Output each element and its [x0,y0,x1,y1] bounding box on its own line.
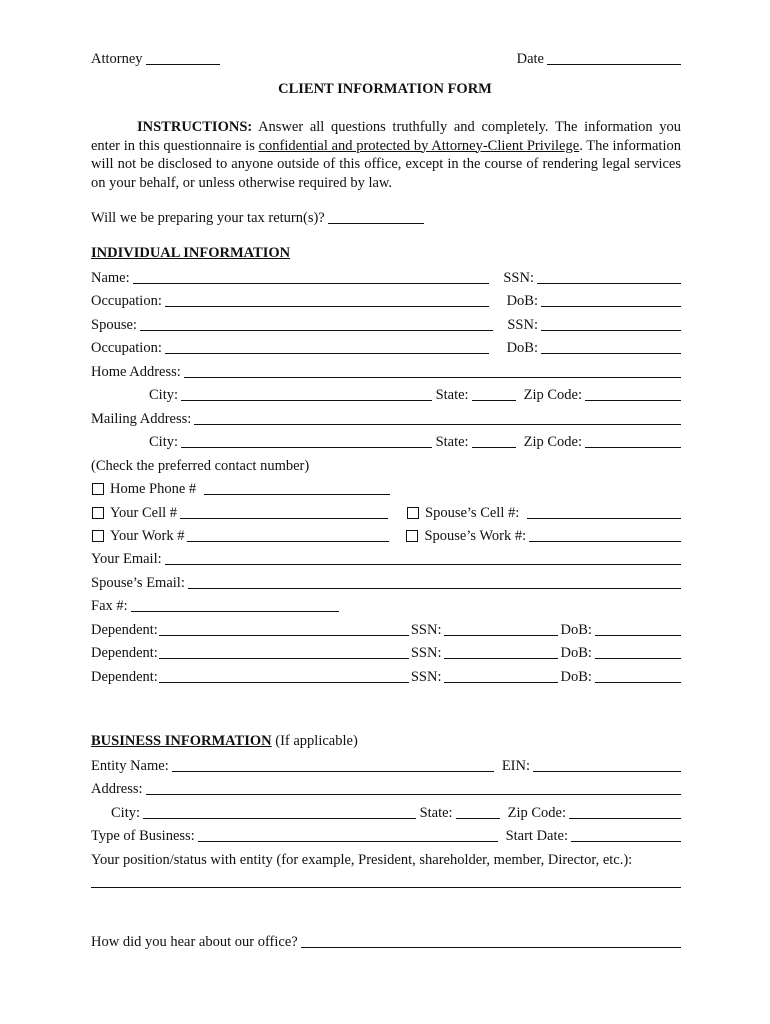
date-label: Date [516,51,544,67]
instructions-label: INSTRUCTIONS: [137,119,253,135]
mailing-city-label: City: [149,434,179,450]
name-label: Name: [91,270,130,286]
fax-field[interactable] [131,597,339,612]
spouse-email-label: Spouse’s Email: [91,575,185,591]
cell-row [91,500,681,522]
start-date-field[interactable] [571,827,681,842]
home-state-field[interactable] [472,386,516,401]
tax-question-field[interactable] [328,209,424,224]
home-city-label: City: [149,387,179,403]
tax-question-row [91,205,681,227]
start-date-label: Start Date: [505,828,568,844]
instructions-text-1: Answer all questions truthfully and completely. The information you enter in this questionnaire is [91,119,681,154]
entity-row [91,753,681,775]
business-state-field[interactable] [456,804,500,819]
business-address-row [91,776,681,798]
your-cell-label: Your Cell # [110,505,178,521]
mailing-zip-label: Zip Code: [523,434,582,450]
home-address-row [91,359,681,381]
occupation-field[interactable] [165,292,489,307]
dependent-dob-label: DoB: [560,622,592,638]
referral-label: How did you hear about our office? [91,934,298,950]
instructions-underlined: confidential and protected by Attorney-Client Privilege [258,137,580,154]
home-city-field[interactable] [181,386,432,401]
position-row [91,847,681,869]
contact-note-row [91,453,681,475]
business-type-field[interactable] [198,827,498,842]
position-label: Your position/status with entity (for example, President, shareholder, member, Director, etc.): [91,852,633,868]
business-address-label: Address: [91,781,143,797]
mailing-state-field[interactable] [472,433,516,448]
spouse-field[interactable] [140,316,493,331]
spouse-cell-field[interactable] [527,504,681,519]
dependent-field[interactable] [159,644,409,659]
dependent-dob-field[interactable] [595,644,681,659]
dependent-row [91,664,681,686]
business-city-field[interactable] [143,804,416,819]
mailing-state-label: State: [435,434,469,450]
spouse-label: Spouse: [91,317,137,333]
referral-row [91,929,681,951]
header-row [91,46,681,68]
home-zip-field[interactable] [585,386,681,401]
dependent-ssn-field[interactable] [444,644,558,659]
business-heading [91,732,358,750]
spouse-ssn-label: SSN: [507,317,538,333]
dob-field[interactable] [541,292,681,307]
mailing-address-row [91,406,681,428]
spouse-occupation-label: Occupation: [91,340,162,356]
ssn-field[interactable] [537,269,681,284]
dependent-ssn-label: SSN: [410,622,442,638]
home-zip-label: Zip Code: [523,387,582,403]
your-cell-checkbox[interactable] [92,507,104,519]
your-work-checkbox[interactable] [92,530,104,542]
home-state-label: State: [435,387,469,403]
business-type-label: Type of Business: [91,828,195,844]
mailing-city-row [91,429,681,451]
home-phone-checkbox[interactable] [92,483,104,495]
business-zip-label: Zip Code: [507,805,566,821]
dependent-label: Dependent: [91,645,158,661]
business-heading-note: (If applicable) [271,733,358,749]
home-city-row [91,382,681,404]
your-email-label: Your Email: [91,551,162,567]
spouse-cell-label: Spouse’s Cell #: [425,505,520,521]
your-email-row [91,546,681,568]
business-address-field[interactable] [146,780,681,795]
spouse-email-field[interactable] [188,574,681,589]
spouse-work-field[interactable] [529,527,681,542]
spouse-ssn-field[interactable] [541,316,681,331]
dependent-dob-label: DoB: [560,669,592,685]
dependent-field[interactable] [159,668,409,683]
dependent-dob-label: DoB: [560,645,592,661]
dependent-ssn-field[interactable] [444,621,558,636]
entity-name-field[interactable] [172,757,494,772]
dependent-field[interactable] [159,621,409,636]
position-field[interactable] [91,886,681,888]
business-zip-field[interactable] [569,804,681,819]
fax-row [91,593,681,615]
spouse-dob-label: DoB: [506,340,538,356]
business-city-label: City: [111,805,141,821]
business-state-label: State: [419,805,453,821]
spouse-cell-checkbox[interactable] [407,507,419,519]
spouse-occupation-field[interactable] [165,339,489,354]
mailing-address-label: Mailing Address: [91,411,192,427]
mailing-city-field[interactable] [181,433,432,448]
entity-name-label: Entity Name: [91,758,169,774]
business-type-row [91,823,681,845]
dependent-dob-field[interactable] [595,668,681,683]
home-phone-label: Home Phone # [110,481,197,497]
ssn-label: SSN: [503,270,534,286]
dependent-label: Dependent: [91,669,158,685]
spouse-work-label: Spouse’s Work #: [424,528,527,544]
instructions-paragraph [91,118,681,192]
individual-heading: INDIVIDUAL INFORMATION [91,245,291,261]
spouse-dob-field[interactable] [541,339,681,354]
your-cell-field[interactable] [180,504,388,519]
ein-label: EIN: [501,758,530,774]
business-city-row [91,800,681,822]
attorney-label: Attorney [91,51,143,67]
tax-question-label: Will we be preparing your tax return(s)? [91,210,325,226]
home-phone-row [91,476,681,498]
dependent-dob-field[interactable] [595,621,681,636]
form-title: CLIENT INFORMATION FORM [278,81,492,97]
instructions-text-2: . The information will not be disclosed to anyone outside of this office, except in the course of rendering legal services on your behalf, or unless otherwise required by law. [91,137,681,191]
dob-label: DoB: [506,293,538,309]
spouse-row [91,312,681,334]
ein-field[interactable] [533,757,681,772]
your-work-label: Your Work # [110,528,185,544]
business-heading-title: BUSINESS INFORMATION [91,733,272,749]
dependent-ssn-label: SSN: [410,645,442,661]
name-field[interactable] [133,269,490,284]
spouse-email-row [91,570,681,592]
occupation-row [91,288,681,310]
attorney-field[interactable] [146,50,220,65]
fax-label: Fax #: [91,598,128,614]
dependent-row [91,640,681,662]
name-row [91,265,681,287]
home-phone-field[interactable] [204,480,390,495]
contact-note: (Check the preferred contact number) [91,458,310,474]
your-email-field[interactable] [165,550,681,565]
mailing-zip-field[interactable] [585,433,681,448]
dependent-ssn-label: SSN: [410,669,442,685]
occupation-label: Occupation: [91,293,162,309]
referral-field[interactable] [301,933,681,948]
spouse-work-checkbox[interactable] [406,530,418,542]
work-row [91,523,681,545]
home-address-label: Home Address: [91,364,181,380]
mailing-address-field[interactable] [194,410,681,425]
date-field[interactable] [547,50,681,65]
your-work-field[interactable] [187,527,389,542]
dependent-row [91,617,681,639]
home-address-field[interactable] [184,363,681,378]
dependent-ssn-field[interactable] [444,668,558,683]
dependent-label: Dependent: [91,622,158,638]
spouse-occupation-row [91,335,681,357]
